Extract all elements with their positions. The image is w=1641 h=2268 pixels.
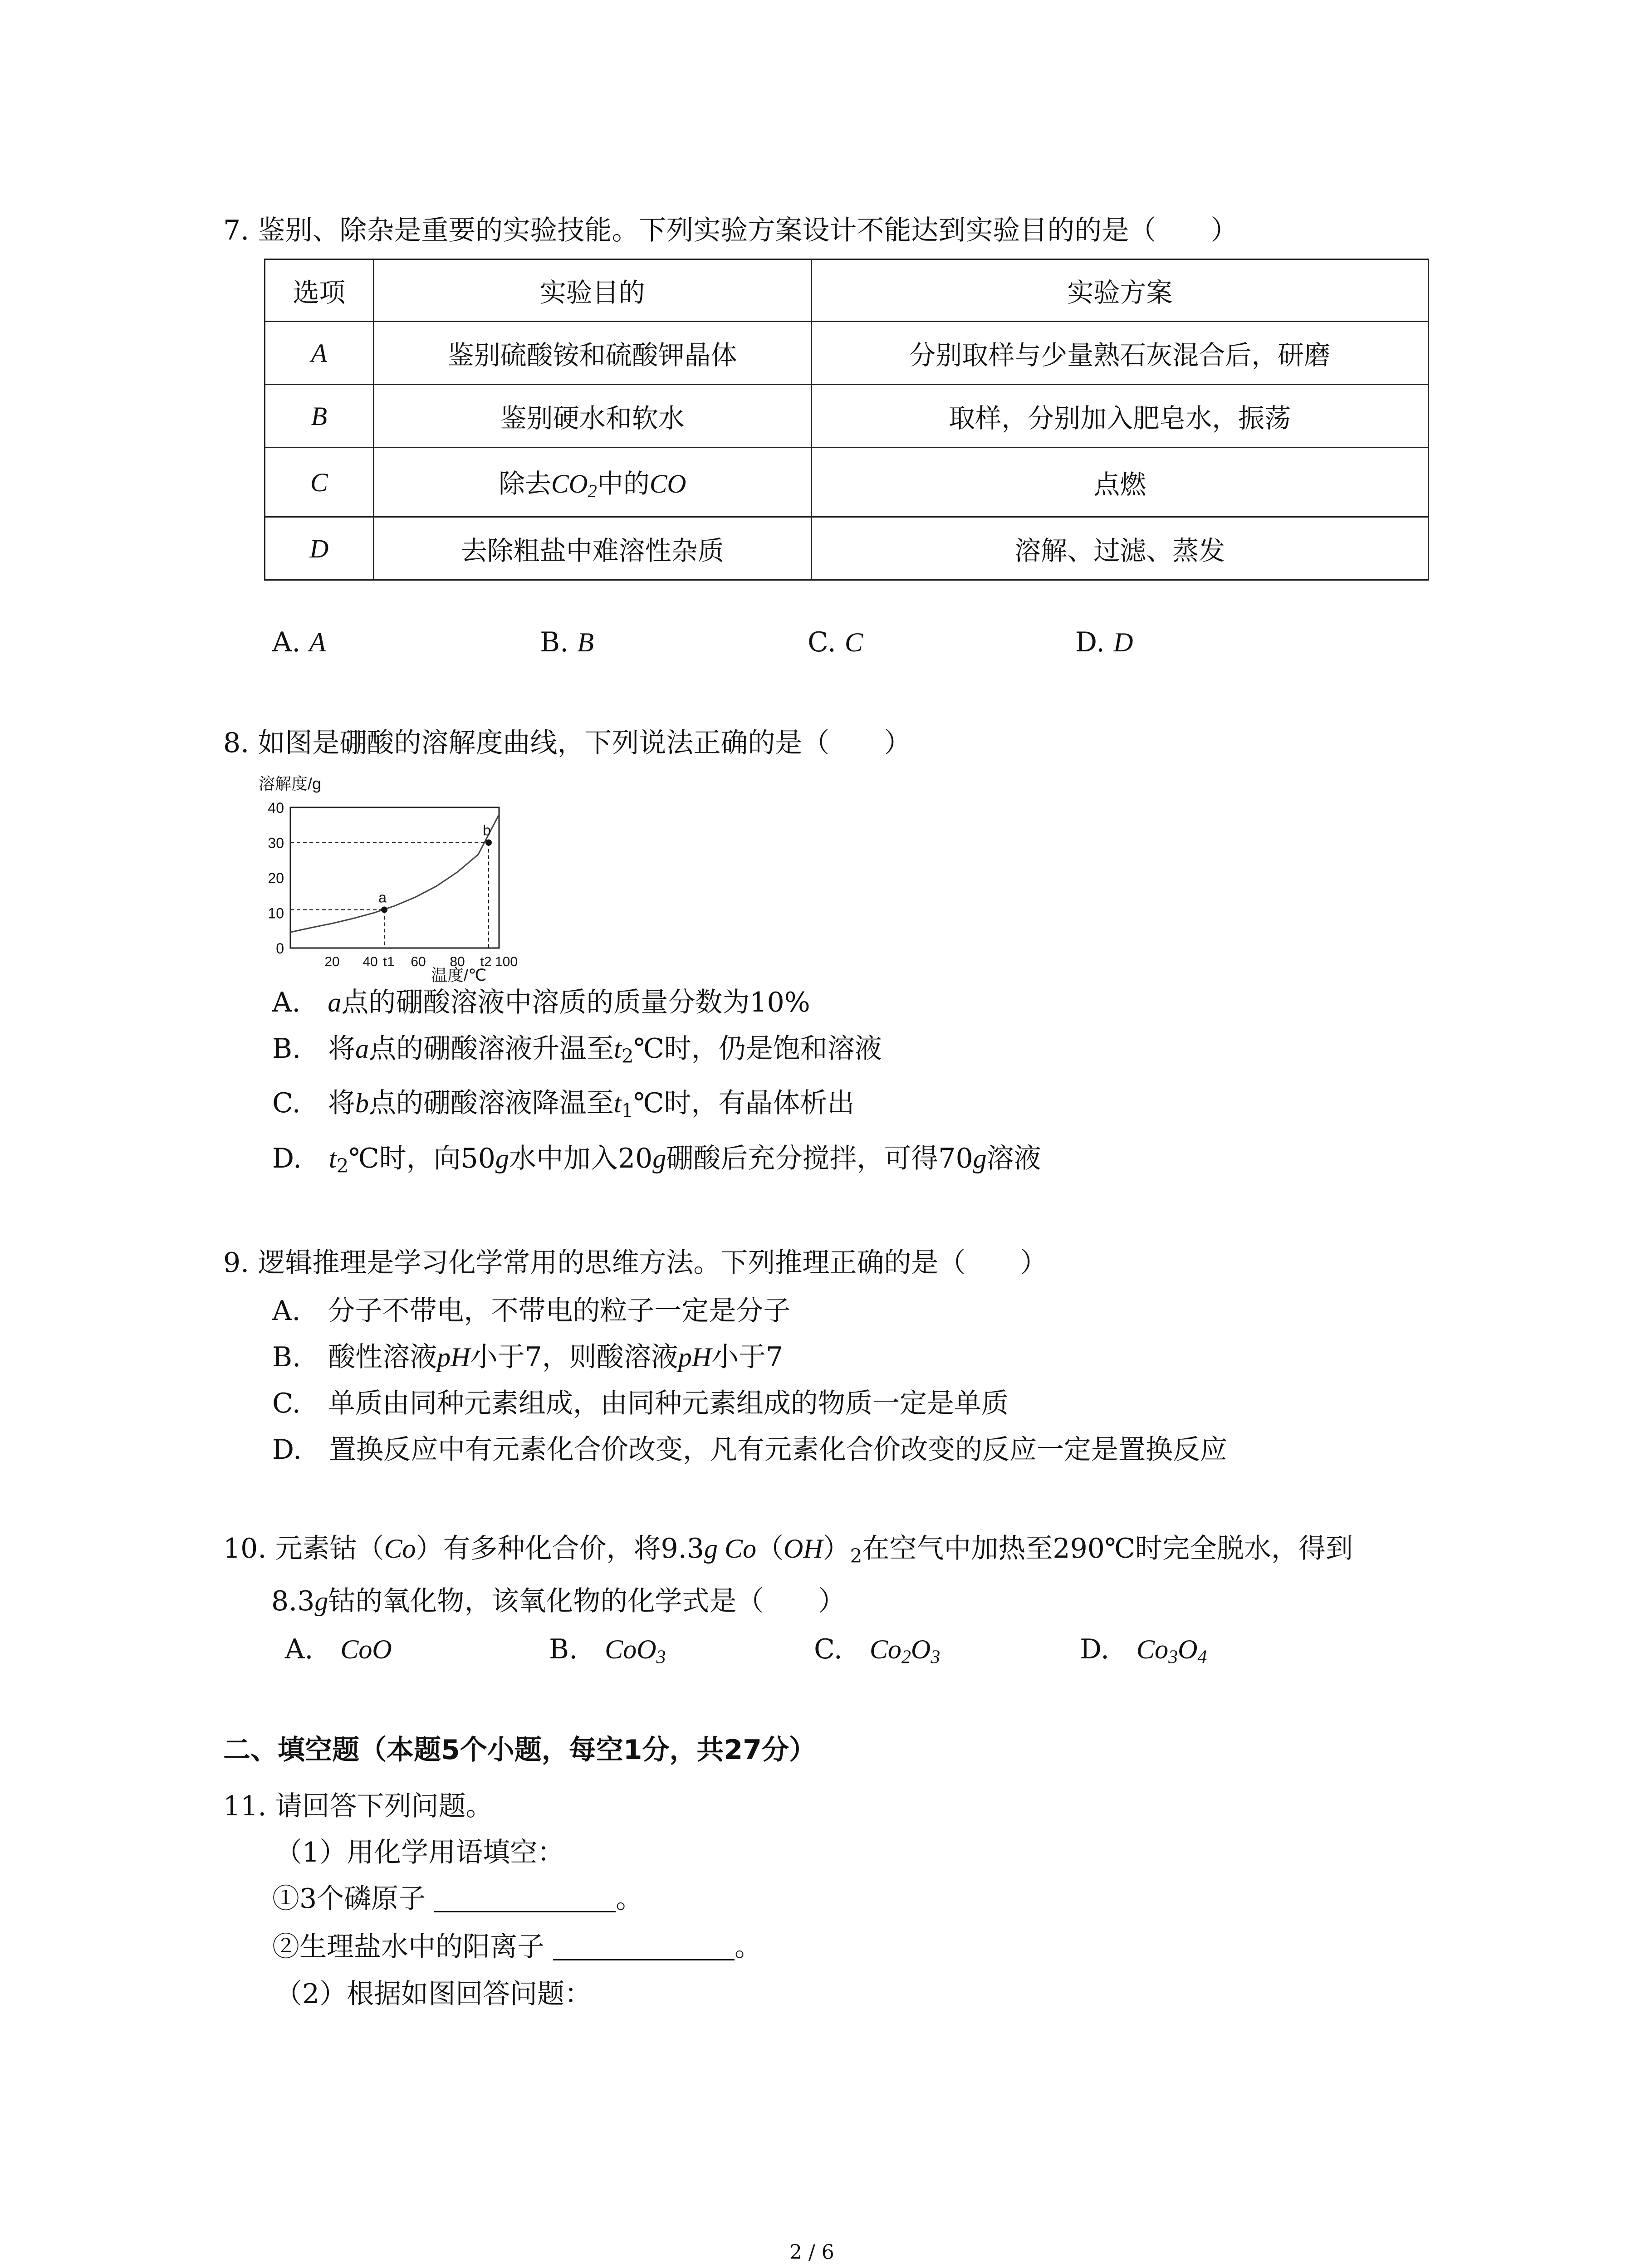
q7-stem: 7. 鉴别、除杂是重要的实验技能。下列实验方案设计不能达到实验目的的是（ ） — [223, 215, 1238, 246]
q7-choice-b: B. B — [540, 626, 594, 658]
q10-choice-d: D. $Co_3O_4$ — [1080, 1633, 1207, 1668]
header-purpose: 实验目的 — [373, 259, 811, 322]
chart-line — [290, 815, 499, 933]
row-plan: 分别取样与少量熟石灰混合后，研磨 — [811, 322, 1428, 385]
y-tick-label: 0 — [276, 940, 284, 957]
row-purpose: 去除粗盐中难溶性杂质 — [373, 517, 811, 580]
row-option: C — [265, 448, 374, 517]
q9-choice-a: A. 分子不带电，不带电的粒子一定是分子 — [272, 1295, 791, 1327]
chart-ticks — [268, 800, 518, 969]
q7-choice-c: C. C — [808, 626, 863, 658]
chart-ylabel: 溶解度/g — [259, 774, 322, 793]
point-a — [381, 907, 387, 913]
q10-stem-line2: 8.3g钴的氧化物，该氧化物的化学式是（ ） — [271, 1585, 846, 1617]
q8-stem: 8. 如图是硼酸的溶解度曲线，下列说法正确的是（ ） — [223, 727, 911, 759]
row-purpose: 鉴别硫酸铵和硫酸钾晶体 — [373, 322, 811, 385]
q11-item1: ①3个磷原子 。 — [272, 1883, 643, 1915]
q11-sub1: （1）用化学用语填空： — [275, 1837, 565, 1868]
q11-sub2: （2）根据如图回答问题： — [275, 1978, 592, 2010]
y-tick-label: 10 — [268, 905, 284, 922]
formula: CO — [649, 469, 686, 499]
q10-choice-c: C. $Co_2O_3$ — [814, 1633, 941, 1668]
point-label: b — [483, 822, 491, 839]
point-label: a — [378, 889, 387, 906]
table-row — [265, 517, 1429, 580]
x-tick-label: 40 — [362, 954, 378, 969]
x-tick-label: 80 — [450, 954, 465, 969]
row-option: D — [265, 517, 374, 580]
q8-choice-c: C. 将b点的硼酸溶液降温至$t_1℃$时，有晶体析出 — [272, 1087, 855, 1122]
header-option: 选项 — [265, 259, 374, 322]
q11-stem: 11. 请回答下列问题。 — [223, 1790, 493, 1822]
q10-stem-line1: 10. 元素钴（Co）有多种化合价，将9.3g $Co(OH)_2$在空气中加热至290℃时完全脱水，得到 — [223, 1533, 1353, 1567]
chart-xlabel: 温度/℃ — [431, 966, 487, 984]
answer-blank-1[interactable] — [434, 1887, 616, 1912]
table-header-row — [265, 259, 1429, 322]
y-tick-label: 40 — [268, 800, 284, 816]
q10-choice-b: B. CoO$_3$ — [549, 1633, 666, 1668]
row-plan: 溶解、过滤、蒸发 — [811, 517, 1428, 580]
chart-axes — [290, 807, 499, 948]
row-plan: 取样，分别加入肥皂水，振荡 — [811, 385, 1428, 448]
chart-points — [378, 822, 492, 913]
solubility-chart — [254, 771, 518, 984]
page-number: 2 / 6 — [789, 2241, 834, 2264]
table-row — [265, 322, 1429, 385]
x-tick-label: t1 — [383, 954, 395, 969]
q8-choice-a: A. a点的硼酸溶液中溶质的质量分数为10% — [272, 987, 810, 1018]
q9-stem: 9. 逻辑推理是学习化学常用的思维方法。下列推理正确的是（ ） — [223, 1247, 1048, 1279]
row-purpose: 鉴别硬水和软水 — [373, 385, 811, 448]
q9-choice-c: C. 单质由同种元素组成，由同种元素组成的物质一定是单质 — [272, 1388, 1009, 1419]
x-tick-label: 20 — [324, 954, 340, 969]
chart-frame — [290, 807, 499, 948]
x-tick-label: 100 — [495, 954, 518, 969]
header-plan: 实验方案 — [811, 259, 1428, 322]
q9-choice-d: D. 置换反应中有元素化合价改变，凡有元素化合价改变的反应一定是置换反应 — [272, 1434, 1228, 1466]
table-row — [265, 385, 1429, 448]
q11-item2: ②生理盐水中的阳离子 。 — [272, 1931, 762, 1963]
table-row — [265, 448, 1429, 517]
row-plan: 点燃 — [811, 448, 1428, 517]
row-purpose: 除去$CO_2$中的CO — [373, 448, 811, 517]
formula: CO — [551, 469, 588, 499]
q7-choice-d: D. D — [1075, 626, 1133, 658]
q7-table — [264, 259, 1429, 581]
y-tick-label: 20 — [268, 870, 284, 886]
chart-guides — [290, 843, 489, 948]
point-b — [485, 840, 492, 846]
q8-choice-d: D. $t_2℃$时，向50g水中加入20g硼酸后充分搅拌，可得70g溶液 — [272, 1143, 1041, 1177]
x-tick-label: t2 — [480, 954, 492, 969]
answer-blank-2[interactable] — [553, 1936, 735, 1960]
section-2-title: 二、填空题（本题5个小题，每空1分，共27分） — [223, 1734, 816, 1766]
x-tick-label: 60 — [411, 954, 426, 969]
solubility-curve — [290, 815, 499, 933]
row-option: B — [265, 385, 374, 448]
row-option: A — [265, 322, 374, 385]
y-tick-label: 30 — [268, 835, 284, 851]
q7-choice-a: A. A — [272, 626, 326, 658]
q8-choice-b: B. 将a点的硼酸溶液升温至$t_2℃$时，仍是饱和溶液 — [272, 1033, 882, 1067]
q9-choice-b: B. 酸性溶液pH小于7，则酸溶液pH小于7 — [272, 1341, 784, 1373]
q10-choice-a: A. CoO — [285, 1633, 392, 1665]
